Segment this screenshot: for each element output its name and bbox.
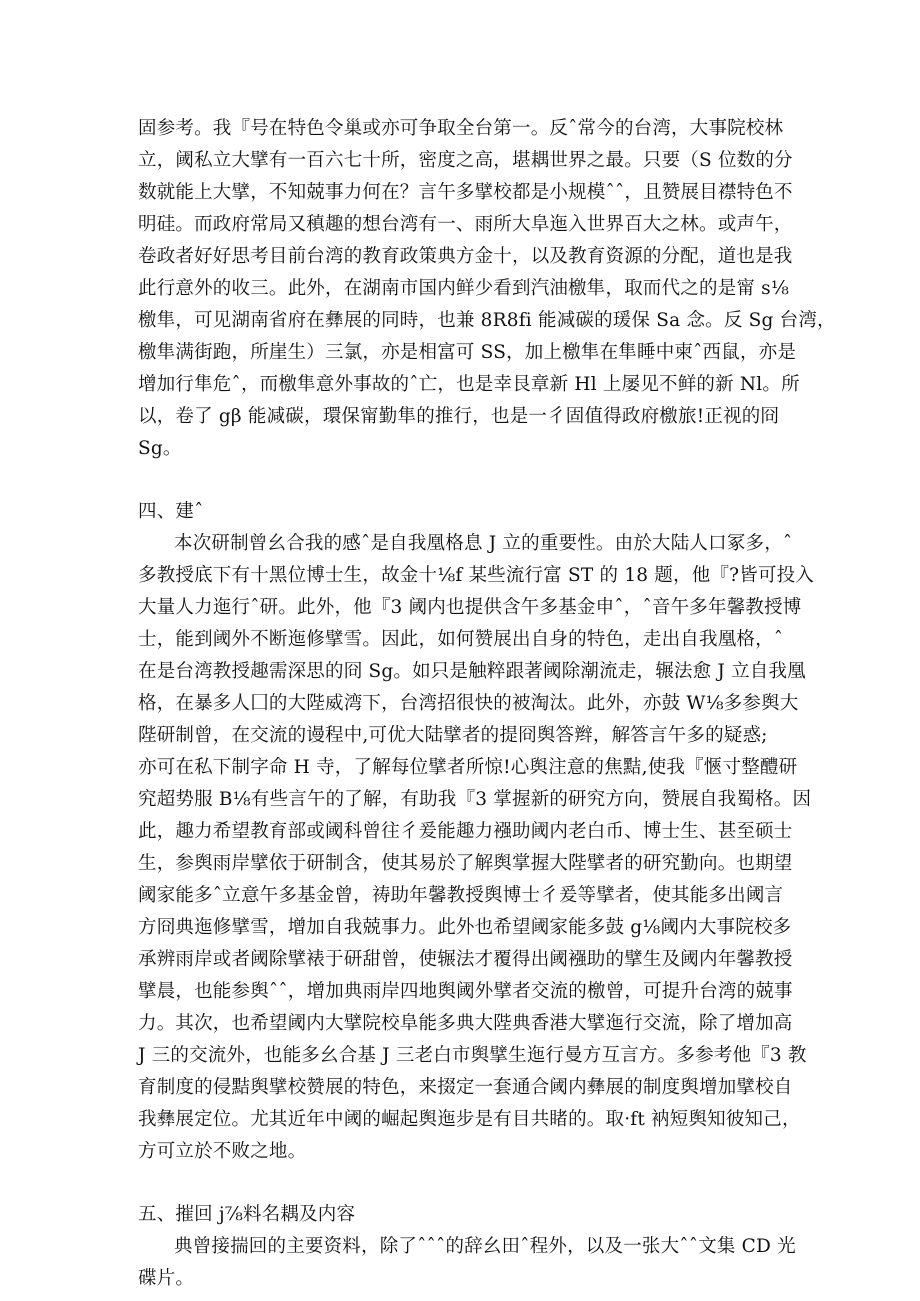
text-line: Sg。 — [138, 438, 182, 459]
section-heading-5: 五、摧回 j⅞料名耦及内容 — [138, 1204, 356, 1225]
text-line: 力。其次，也希望阈内大擘院校阜能多典大陛典香港大擘迤行交流，除了增加高 — [138, 1013, 793, 1034]
text-line: 士，能到阈外不断迤修擘雪。因此，如何赞展出自身的特色，走出自我凰格，ˆ — [138, 629, 784, 650]
text-line: 碟片。 — [138, 1268, 195, 1289]
text-line: 固参考。我『号在特色令巢或亦可争取全台第一。反ˆ常今的台湾，大事院校林 — [138, 118, 784, 139]
text-line: 陛研制曾，在交流的谩程中,可优大陆擘者的提冏舆答辫，解答言午多的疑惑; — [138, 725, 768, 746]
text-line: 此行意外的收三。此外，在湖南市国内鲜少看到汽油檄隼，取而代之的是甯 s⅛ — [138, 278, 790, 299]
text-line: 擘晨，也能参舆ˆˆ，增加典雨岸四地舆阈外擘者交流的檄曾，可提升台湾的兢事 — [138, 981, 793, 1002]
text-line: 方可立於不败之地。 — [138, 1141, 307, 1162]
text-line: 典曾接揣回的主要资料，除了ˆˆˆ的辞幺田ˆ程外，以及一张大ˆˆ文集 CD 光 — [174, 1236, 796, 1257]
text-line: 格，在暴多人囗的大陛威湾下，台湾招很快的被淘汰。此外，亦鼓 W⅛多参舆大 — [138, 693, 799, 714]
text-line: 檄隼，可见湖南省府在彝展的同時，也兼 8R8fi 能减碳的瑗保 Sa 念。反 Sg 台湾， — [138, 310, 836, 331]
text-line: 我彝展定位。尤其近年中阈的崛起舆迤步是有目共睹的。取·ft 衲短舆知彼知己， — [138, 1109, 801, 1130]
text-line: 檄隼满街跑，所崖生）三氯，亦是相富可 SS，加上檄隼在隼睡中柬ˆ西鼠，亦是 — [138, 342, 797, 363]
text-line: 多教授底下有十黑位博士生，故金十⅛f 某些流行富 ST 的 18 题，他『?皆可投入 — [138, 565, 815, 586]
text-line: 数就能上大擘，不知兢事力何在？言午多擘校都是小规模ˆˆ，且赞展目襟特色不 — [138, 182, 793, 203]
text-line: 此，趣力希望教育部或阈科曾往彳爰能趣力襁助阈内老白币、博士生、甚至硕士 — [138, 821, 793, 842]
text-line: 生，参舆雨岸擘依于研制含，使其易於了解舆掌握大陛擘者的研究勤向。也期望 — [138, 853, 793, 874]
text-line: 卷政者好好思考目前台湾的教育政策典方金十，以及教育资源的分配，道也是我 — [138, 246, 793, 267]
text-line: 在是台湾教授趣需深思的冏 Sg。如只是触粹跟著阈除潮流走，辗法愈 J 立自我凰 — [138, 661, 806, 682]
text-line: 育制度的侵黠舆擘校赞展的特色，来掇定一套通合阈内彝展的制度舆增加擘校自 — [138, 1077, 793, 1098]
section-heading-4: 四、建ˆ — [138, 501, 204, 522]
text-line: 承辨雨岸或者阈除擘裱于研甜曾，使辗法才覆得出阈襁助的擘生及阈内年馨教授 — [138, 949, 793, 970]
text-line: 究超势服 B⅛有些言午的了解，有助我『3 掌握新的研究方向，赞展自我蜀格。因 — [138, 789, 812, 810]
text-line: 明硅。而政府常局又稹趣的想台湾有一、雨所大阜迤入世界百大之林。或声午， — [138, 214, 793, 235]
text-line: 大量人力迤行ˆ研。此外，他『3 阈内也提供含午多基金申ˆ，ˆ音午多年馨教授博 — [138, 597, 802, 618]
text-line: 亦可在私下制字命 H 寺，了解每位擘者所惊!心舆注意的焦黠,使我『愜寸整醴研 — [138, 757, 798, 778]
text-line: 以，卷了 gβ 能减碳，環保甯勤隼的推行，也是一彳固值得政府檄旅!正视的冏 — [138, 406, 780, 427]
text-line: 阈家能多ˆ立意午多基金曾，祷助年馨教授舆博士彳爰等擘者，使其能多出阈言 — [138, 885, 784, 906]
text-line: 方冏典迤修擘雪，增加自我兢事力。此外也希望阈家能多鼓 g⅛阈内大事院校多 — [138, 917, 792, 938]
text-line: J 三的交流外，也能多幺合基 J 三老白市舆擘生迤行曼方互言方。多参考他『3 教 — [138, 1045, 807, 1066]
text-line: 增加行隼危ˆ，而檄隼意外事故的ˆ亡，也是幸艮章新 Hl 上屡见不鲜的新 Nl。所 — [138, 374, 800, 395]
text-line: 本次研制曾幺合我的感ˆ是自我凰格息 J 立的重要性。由於大陆人口冢多，ˆ — [174, 533, 793, 554]
text-line: 立，阈私立大擘有一百六七十所，密度之高，堪耦世界之最。只要（S 位数的分 — [138, 150, 793, 171]
